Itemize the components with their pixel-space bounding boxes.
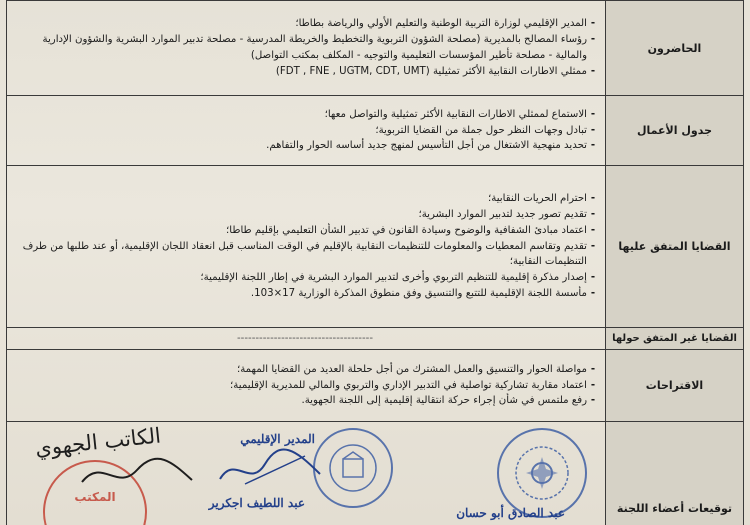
list-item: - ممثلي الاطارات النقابية الأكثر تمثيلية (FDT , FNE , UGTM, CDT, UMT) [275, 65, 596, 77]
content-not-agreed: ------------------------------------- [7, 328, 606, 350]
left-signature-icon [77, 452, 197, 502]
list-item: - الاستماع لممثلي الاطارات النقابية الأكثر تمثيلية والتواصل معها؛ [324, 108, 596, 120]
list-item: - تحديد منهجية الاشتغال من أجل التأسيس لمنهج جديد أساسه الحوار والتفاهم. [266, 140, 596, 152]
row-agreed [7, 166, 744, 328]
list-item: - إصدار مذكرة إقليمية للتنظيم التربوي وأخرى لتدبير الموارد البشرية في إطار اللجنة الإقليمية؛ [200, 272, 596, 284]
list-item: - رفع ملتمس في شأن إجراء حركة انتقالية إقليمية إلى اللجنة الجهوية. [301, 395, 596, 407]
list-item: - اعتماد مقاربة تشاركية تواصلية في التدبير الإداري والتربوي والمالي للمديرية الإقليمية؛ [230, 379, 596, 391]
label-agenda: جدول الأعمال [606, 96, 744, 166]
row-agenda [7, 96, 744, 166]
label-signatures: توقيعات أعضاء اللجنة [606, 422, 744, 525]
director-title: المدير الإقليمي [240, 432, 315, 446]
list-item: - اعتماد مبادئ الشفافية والوضوح وسيادة القانون في تدبير الشأن التعليمي بإقليم طاطا؛ [226, 224, 596, 236]
label-agreed: القضايا المتفق عليها [606, 166, 744, 328]
list-item: - المدير الإقليمي لوزارة التربية الوطنية والتعليم الأولي والرياضة بطاطا؛ [295, 18, 596, 30]
stamp-crest-icon [326, 441, 380, 495]
director-signature-icon [215, 444, 325, 494]
official-stamp-middle [313, 428, 393, 508]
content-attendees [7, 1, 606, 96]
content-signatures [7, 422, 606, 525]
list-item: - مأسسة اللجنة الإقليمية للتتبع والتنسيق وفق منطوق المذكرة الوزارية 17×103. [250, 288, 596, 300]
content-agreed [7, 166, 606, 328]
content-proposals [7, 350, 606, 422]
row-attendees [7, 1, 744, 96]
list-item: - مواصلة الحوار والتنسيق والعمل المشترك من أجل حلحلة العديد من القضايا المهمة؛ [236, 363, 596, 375]
stamp-emblem-icon [512, 443, 572, 503]
list-item: - تقديم تصور جديد لتدبير الموارد البشرية؛ [418, 208, 596, 220]
row-not-agreed [7, 328, 744, 350]
label-not-agreed: القضايا غير المتفق حولها [606, 328, 744, 350]
list-item: - تقديم وتقاسم المعطيات والمعلومات للتنظيمات النقابية بالإقليم في الوقت المناسب قبل انعقاد اللجان الإقليمية، أو عند طلبها من طرف التنظيمات النقابية؛ [22, 240, 596, 268]
list-item: - رؤساء المصالح بالمديرية (مصلحة الشؤون التربوية والتخطيط والخريطة المدرسية - مصلحة تدبير الموارد البشرية والشؤون الإدارية والمالية - مصلحة تأطير المؤسسات التعليمية والتوجيه - المكلف بمكتب التواصل) [42, 34, 596, 61]
content-agenda [7, 96, 606, 166]
row-signatures [7, 422, 744, 525]
handwritten-signature-left: الكاتب الجهوي [34, 423, 163, 461]
minutes-table [6, 0, 744, 525]
label-proposals: الاقتراحات [606, 350, 744, 422]
list-item: - احترام الحريات النقابية؛ [488, 193, 596, 205]
stamp-left-text: المكتب [74, 489, 116, 504]
signature-area [7, 422, 605, 525]
signer-right-name: عبد الصادق أبو حسان [456, 506, 565, 521]
list-item: - تبادل وجهات النظر حول جملة من القضايا التربوية؛ [375, 124, 596, 136]
row-proposals [7, 350, 744, 422]
label-attendees: الحاضرون [606, 1, 744, 96]
director-name: عبد اللطيف اجكرير [208, 496, 305, 510]
